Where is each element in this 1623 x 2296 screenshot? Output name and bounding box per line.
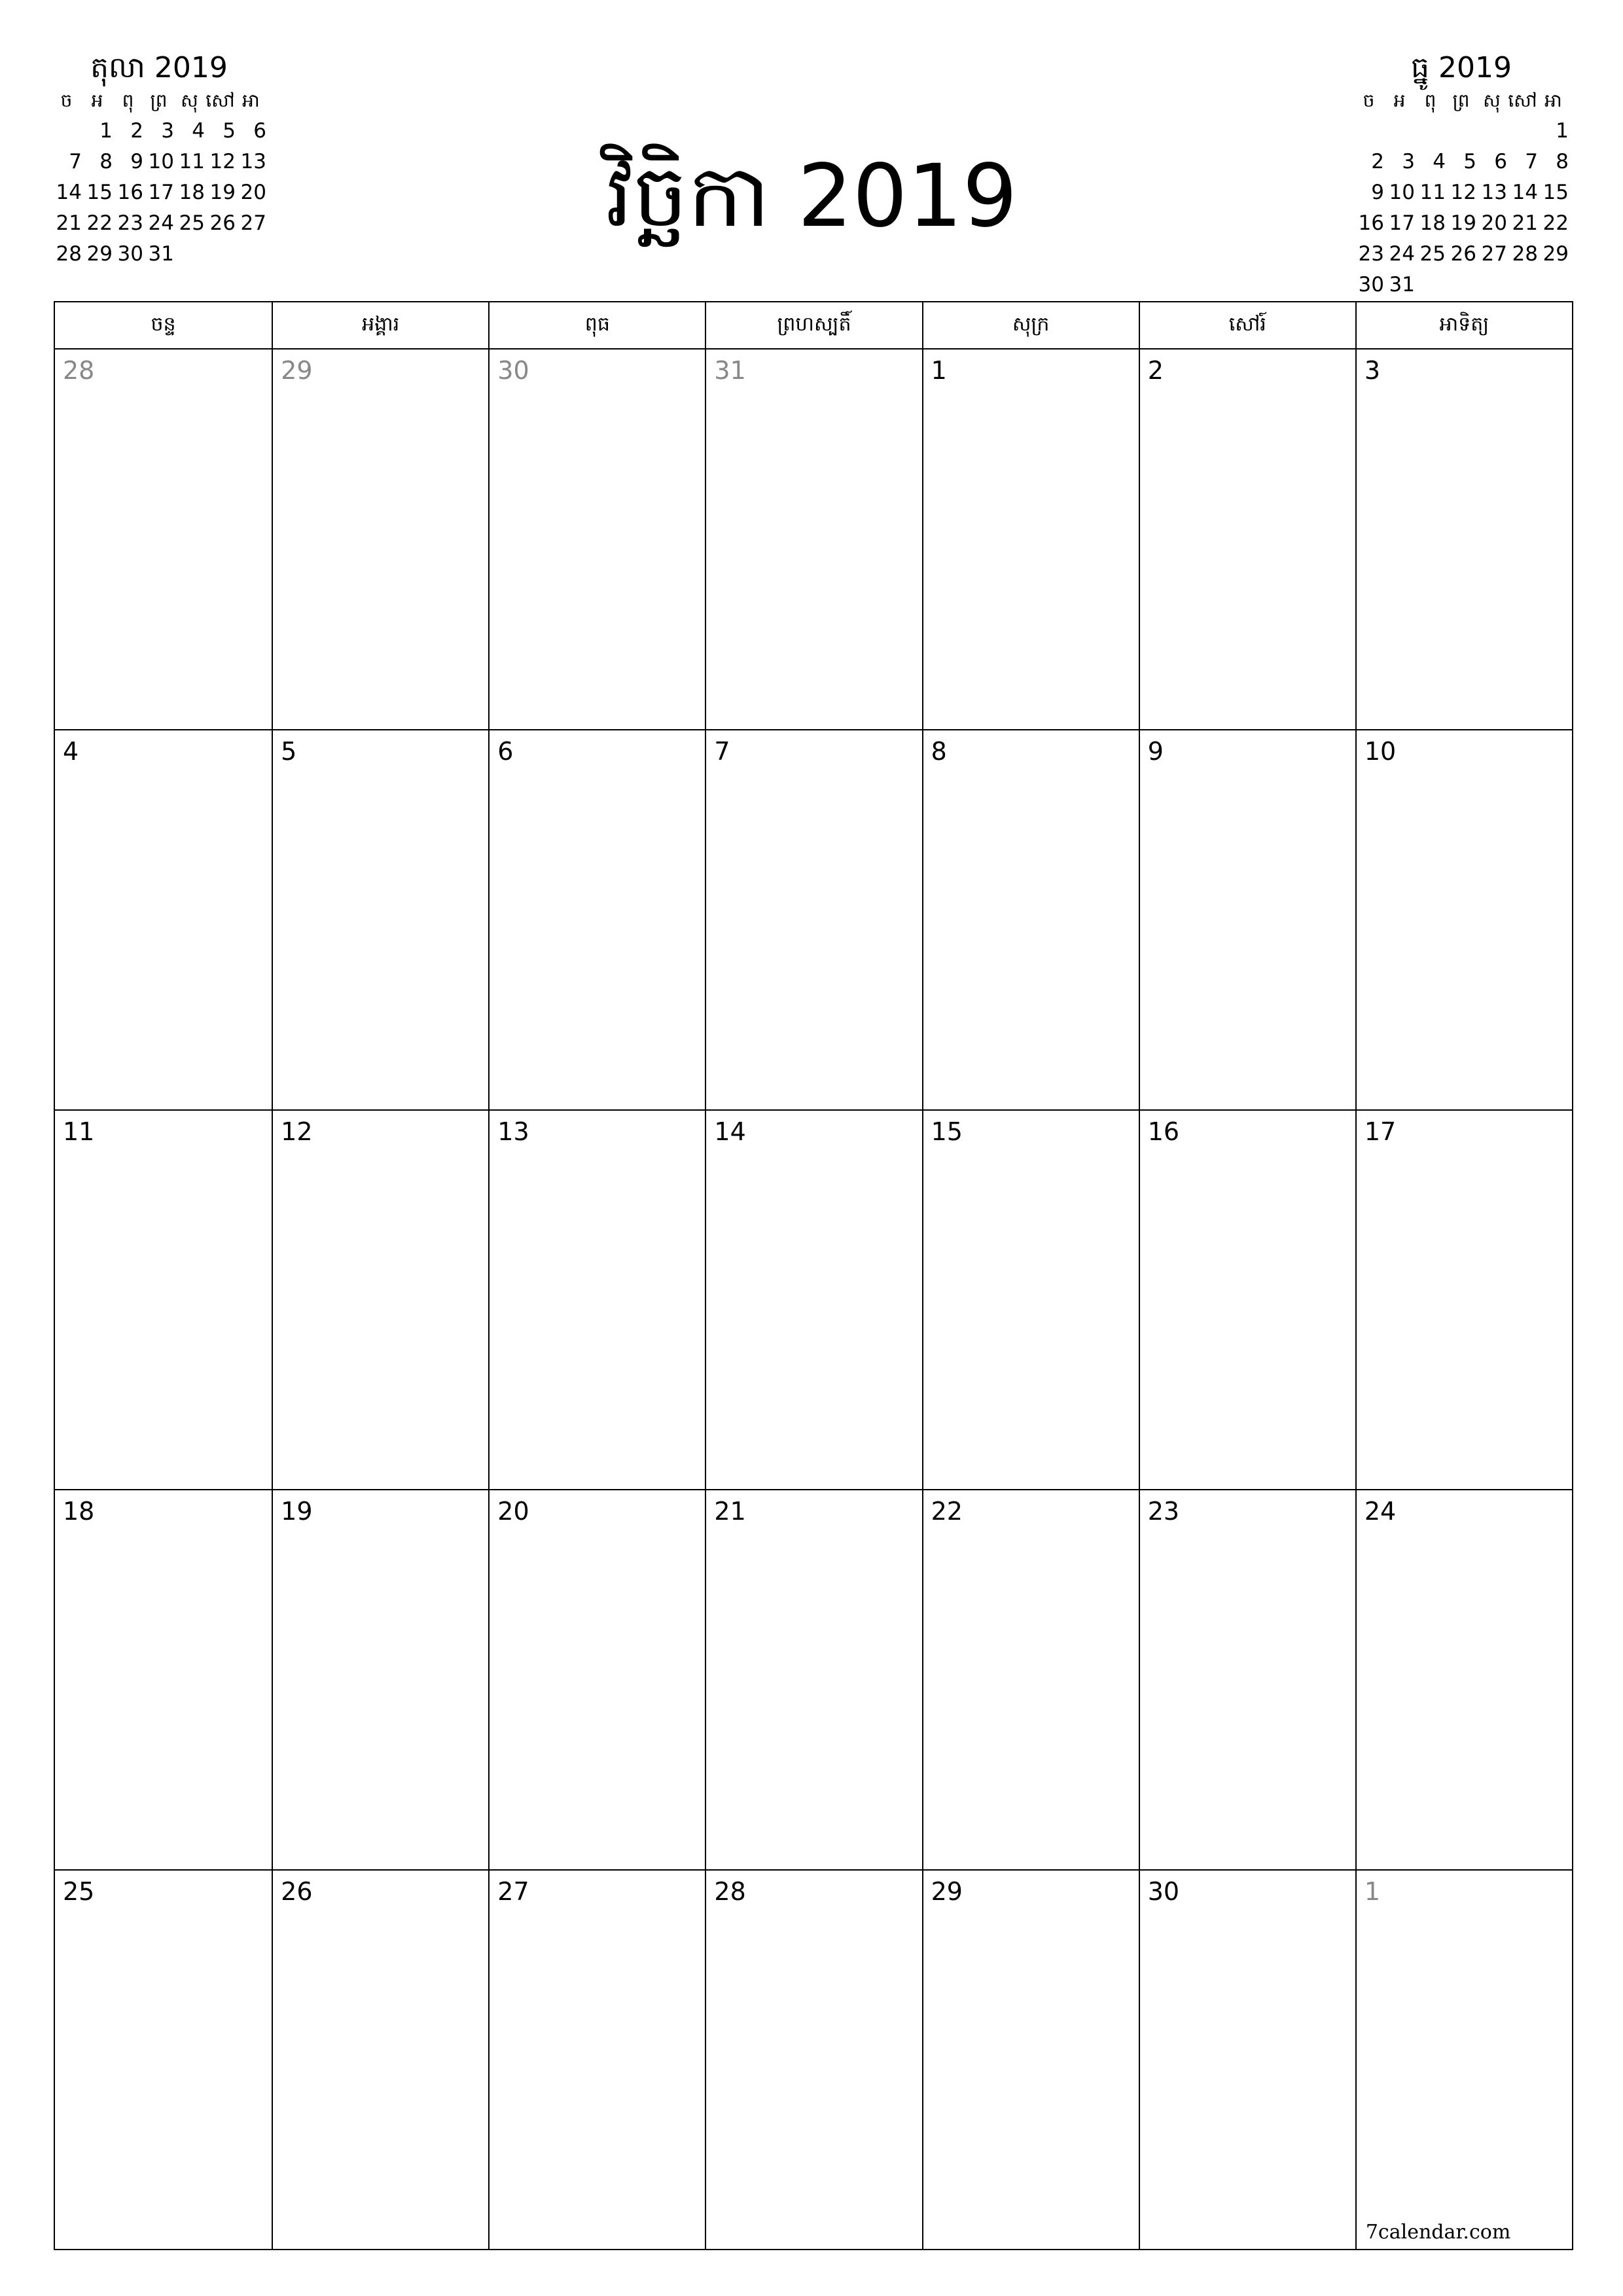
mini-day (1476, 116, 1507, 147)
credit-text: 7calendar.com (1365, 2221, 1511, 2244)
mini-day: 14 (56, 181, 82, 204)
mini-day: 20 (240, 181, 266, 204)
mini-day: 1 (99, 119, 113, 143)
mini-day: 23 (117, 211, 143, 235)
mini-day: 27 (1481, 242, 1507, 266)
weekday-header: សុក្រ (922, 302, 1139, 348)
day-number: 14 (714, 1117, 746, 1146)
mini-day: 12 (1450, 181, 1476, 204)
day-cell[interactable] (705, 729, 921, 1109)
mini-weekday-label: អា (242, 90, 260, 111)
mini-day (1538, 270, 1569, 300)
day-cell[interactable] (272, 1869, 488, 2249)
mini-day: 28 (1512, 242, 1538, 266)
mini-day: 7 (1525, 150, 1538, 173)
day-number: 30 (1147, 1876, 1180, 1906)
mini-day: 25 (179, 211, 205, 235)
day-cell[interactable] (488, 1489, 705, 1869)
mini-day: 13 (1481, 181, 1507, 204)
mini-day: 25 (1419, 242, 1446, 266)
mini-weekday-label: ព្រ (150, 90, 168, 111)
day-cell[interactable] (1355, 1489, 1572, 1869)
day-cell[interactable] (922, 1109, 1139, 1489)
day-cell[interactable] (922, 350, 1139, 729)
mini-day: 8 (1556, 150, 1569, 173)
day-cell[interactable] (1139, 1489, 1355, 1869)
mini-day: 3 (1402, 150, 1415, 173)
day-cell[interactable] (272, 729, 488, 1109)
mini-day: 1 (1556, 119, 1569, 143)
mini-day (1507, 116, 1538, 147)
mini-day: 24 (148, 211, 174, 235)
day-number: 23 (1147, 1497, 1180, 1526)
day-number: 10 (1364, 737, 1397, 766)
day-cell[interactable] (488, 1109, 705, 1489)
day-number: 18 (63, 1497, 95, 1526)
day-number: 26 (281, 1876, 313, 1906)
day-cell[interactable] (272, 350, 488, 729)
mini-weekday-label: ច (1363, 90, 1375, 111)
day-cell[interactable] (1139, 1869, 1355, 2249)
mini-day: 24 (1389, 242, 1415, 266)
mini-day: 12 (209, 150, 236, 173)
mini-calendar-title: ធ្នូ 2019 (1411, 51, 1512, 84)
day-cell[interactable] (55, 350, 272, 729)
mini-day: 5 (1463, 150, 1476, 173)
day-number: 29 (931, 1876, 963, 1906)
mini-day: 28 (56, 242, 82, 266)
mini-day: 10 (1389, 181, 1415, 204)
day-cell[interactable] (1355, 1869, 1572, 2249)
mini-day: 5 (223, 119, 236, 143)
mini-day: 7 (69, 150, 82, 173)
day-cell[interactable] (705, 1489, 921, 1869)
day-cell[interactable] (1355, 729, 1572, 1109)
mini-day: 14 (1512, 181, 1538, 204)
day-number: 28 (63, 356, 95, 385)
day-number: 3 (1364, 356, 1381, 385)
day-cell[interactable] (705, 1109, 921, 1489)
mini-day: 17 (1389, 211, 1415, 235)
mini-day (1384, 116, 1415, 147)
mini-weekday-label: សៅ (205, 90, 235, 111)
day-number: 25 (63, 1876, 95, 1906)
month-calendar (54, 301, 1573, 2250)
day-number: 30 (497, 356, 529, 385)
day-cell[interactable] (1355, 1109, 1572, 1489)
mini-day: 13 (240, 150, 266, 173)
mini-day (1353, 116, 1384, 147)
mini-day: 18 (179, 181, 205, 204)
mini-day: 11 (179, 150, 205, 173)
mini-day: 29 (86, 242, 113, 266)
day-number: 8 (931, 737, 947, 766)
day-number: 27 (497, 1876, 529, 1906)
day-number: 29 (281, 356, 313, 385)
mini-calendar-title: តុលា 2019 (90, 51, 228, 84)
mini-day: 19 (209, 181, 236, 204)
mini-day: 3 (161, 119, 174, 143)
day-number: 17 (1364, 1117, 1397, 1146)
mini-weekday-label: អ (1393, 90, 1406, 111)
mini-day: 19 (1450, 211, 1476, 235)
mini-day: 29 (1543, 242, 1569, 266)
weekday-header: អង្គារ (272, 302, 488, 348)
weekday-header: ព្រហស្បតិ៍ (705, 302, 921, 348)
day-number: 7 (714, 737, 730, 766)
mini-day: 15 (1543, 181, 1569, 204)
mini-weekday-label: អ (91, 90, 103, 111)
day-number: 13 (497, 1117, 529, 1146)
mini-day: 15 (86, 181, 113, 204)
day-number: 1 (931, 356, 947, 385)
mini-day: 20 (1481, 211, 1507, 235)
mini-day: 26 (1450, 242, 1476, 266)
mini-day (1415, 116, 1446, 147)
mini-day: 2 (1371, 150, 1384, 173)
mini-day: 31 (1389, 273, 1415, 296)
mini-day (1446, 116, 1476, 147)
mini-day: 30 (1358, 273, 1384, 296)
day-number: 11 (63, 1117, 95, 1146)
day-number: 31 (714, 356, 746, 385)
mini-day: 4 (1433, 150, 1446, 173)
day-number: 20 (497, 1497, 529, 1526)
day-number: 1 (1364, 1876, 1381, 1906)
mini-day: 9 (1371, 181, 1384, 204)
day-number: 9 (1147, 737, 1164, 766)
day-number: 24 (1364, 1497, 1397, 1526)
weekday-header: ចន្ទ (151, 313, 176, 336)
mini-weekday-label: ព្រ (1452, 90, 1470, 111)
mini-day: 23 (1358, 242, 1384, 266)
mini-day: 8 (99, 150, 113, 173)
mini-day: 16 (1358, 211, 1384, 235)
day-cell[interactable] (488, 729, 705, 1109)
day-cell[interactable] (272, 1489, 488, 1869)
mini-day: 11 (1419, 181, 1446, 204)
day-cell[interactable] (1355, 350, 1572, 729)
mini-day: 26 (209, 211, 236, 235)
mini-day: 21 (56, 211, 82, 235)
day-cell[interactable] (1139, 350, 1355, 729)
weekday-header: សៅរ៍ (1139, 302, 1355, 348)
day-cell[interactable] (922, 1869, 1139, 2249)
day-number: 19 (281, 1497, 313, 1526)
day-cell[interactable] (55, 1869, 272, 2249)
mini-day (51, 116, 82, 147)
day-cell[interactable] (55, 729, 272, 1109)
day-number: 4 (63, 737, 79, 766)
mini-day (1476, 270, 1507, 300)
mini-weekday-label: សុ (1483, 90, 1501, 111)
day-cell[interactable] (55, 1109, 272, 1489)
weekday-header: អាទិត្យ (1355, 302, 1572, 348)
mini-calendar-grid (1353, 85, 1569, 300)
mini-day: 6 (1494, 150, 1507, 173)
day-number: 12 (281, 1117, 313, 1146)
day-cell[interactable] (922, 729, 1139, 1109)
mini-day (1507, 270, 1538, 300)
day-number: 16 (1147, 1117, 1180, 1146)
day-cell[interactable] (488, 350, 705, 729)
mini-weekday-label: ពុ (1424, 90, 1436, 111)
day-number: 2 (1147, 356, 1164, 385)
weekday-header: ពុធ (488, 302, 705, 348)
day-cell[interactable] (55, 1489, 272, 1869)
day-cell[interactable] (922, 1489, 1139, 1869)
mini-weekday-label: សុ (181, 90, 198, 111)
mini-weekday-label: ពុ (122, 90, 134, 111)
day-cell[interactable] (488, 1869, 705, 2249)
day-number: 28 (714, 1876, 746, 1906)
day-number: 6 (497, 737, 514, 766)
mini-day: 16 (117, 181, 143, 204)
day-cell[interactable] (1139, 729, 1355, 1109)
mini-day: 18 (1419, 211, 1446, 235)
mini-day (1415, 270, 1446, 300)
mini-day: 21 (1512, 211, 1538, 235)
mini-day: 31 (148, 242, 174, 266)
day-cell[interactable] (705, 350, 921, 729)
mini-day: 6 (253, 119, 266, 143)
mini-day: 27 (240, 211, 266, 235)
mini-day: 9 (130, 150, 143, 173)
mini-weekday-label: សៅ (1508, 90, 1537, 111)
mini-day: 4 (192, 119, 205, 143)
day-cell[interactable] (1139, 1109, 1355, 1489)
day-number: 15 (931, 1117, 963, 1146)
day-cell[interactable] (705, 1869, 921, 2249)
day-grid (55, 350, 1572, 2249)
mini-day: 22 (86, 211, 113, 235)
weekday-header-row (55, 302, 1572, 350)
mini-day: 2 (130, 119, 143, 143)
mini-day: 30 (117, 242, 143, 266)
mini-weekday-label: អា (1544, 90, 1562, 111)
mini-day: 10 (148, 150, 174, 173)
mini-day: 22 (1543, 211, 1569, 235)
mini-weekday-label: ច (60, 90, 73, 111)
day-number: 21 (714, 1497, 746, 1526)
day-number: 22 (931, 1497, 963, 1526)
day-number: 5 (281, 737, 297, 766)
mini-day (1446, 270, 1476, 300)
day-cell[interactable] (272, 1109, 488, 1489)
page-title: វិច្ឆិកា 2019 (605, 146, 1018, 247)
mini-day: 17 (148, 181, 174, 204)
mini-calendar-next (1353, 51, 1569, 300)
